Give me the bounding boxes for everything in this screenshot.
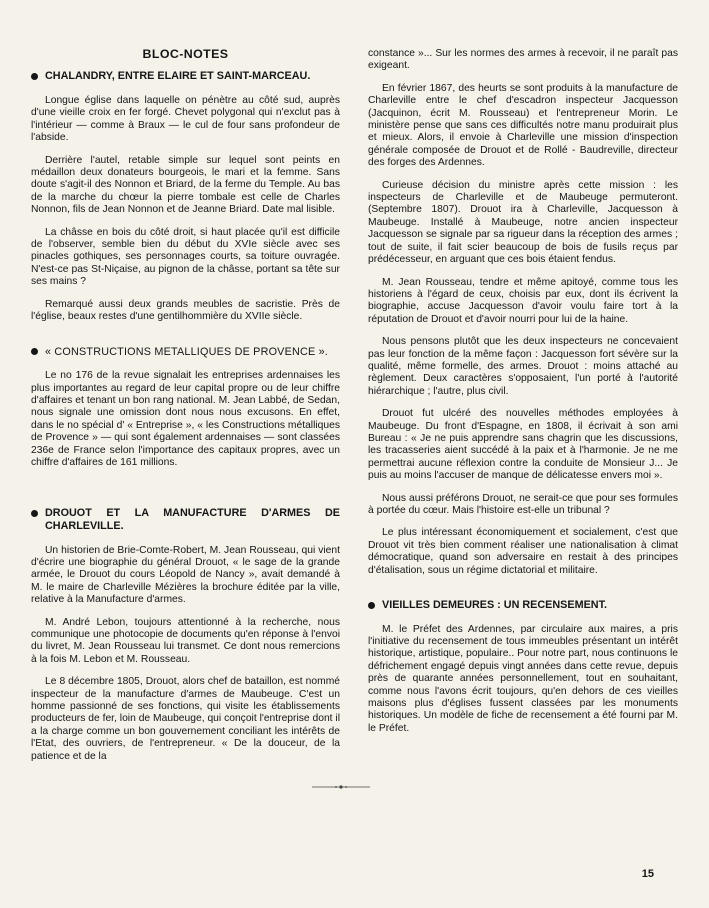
section-heading-chalandry: CHALANDRY, ENTRE ELAIRE ET SAINT-MARCEAU.	[31, 70, 340, 83]
paragraph: Nous aussi préférons Drouot, ne serait-ce que pour ses formules à portée du cœur. Mais l'histoire est-elle un tribunal ?	[368, 492, 678, 516]
right-column	[368, 48, 678, 745]
paragraph: Nous pensons plutôt que les deux inspecteurs ne concevaient pas leur fonction de la même façon : Jacquesson fort sévère sur la qualité, même formelle, des armes. Drouot : moins attaché au règlement. Deux caractères s'opposaient, l'un porté à l'autorité hiérarchique ; l'autre, plus civil.	[368, 336, 678, 397]
paragraph: M. André Lebon, toujours attentionné à la recherche, nous communique une photocopie de documents qu'en réponse à l'envoi du livret, M. Jean Rousseau lui transmet. Ce dont nous remercions à la fois M. Lebon et M. Rousseau.	[31, 616, 340, 665]
paragraph: La châsse en bois du côté droit, si haut placée qu'il est difficile de l'observer, semble bien du début du XVIe siècle avec ses pinacles gothiques, ses personnages courts, sa toiture ouvragée. N'est-ce pas St-Niçaise, au pignon de la châsse, portant sa tête sur ses mains ?	[31, 226, 340, 288]
paragraph: Drouot fut ulcéré des nouvelles méthodes employées à Maubeuge. Du front d'Espagne, en 1808, il écrivait à son ami Bureau : « Je ne puis apprendre sans chagrin que les discussions, les tracasseries aient succédé à la paix et à l'harmonie. Je ne me permettrai aucune réflexion contre la conduite de Monsieur J... Je puis au moins l'accuser de manque de délicatesse envers moi ».	[368, 408, 678, 482]
page-number: 15	[641, 868, 654, 880]
paragraph: Curieuse décision du ministre après cette mission : les inspecteurs de Charleville et de Maubeuge permuteront. (Septembre 1807). Drouot ira à Charleville, Jacquesson à Maubeuge. Installé à Maubeuge, notre ancien inspecteur Jacquesson se signale par sa rigueur dans la réception des armes ; tout de suite, il fait scier beaucoup de bois de fusils reçus par prédécesseur, en arguant que ces bois étaient fendus.	[368, 179, 678, 266]
paragraph: Le 8 décembre 1805, Drouot, alors chef de bataillon, est nommé inspecteur de la manufacture d'armes de Maubeuge. C'est un homme passionné de ses fonctions, qui visite les établissements producteurs de fer, loin de Maubeuge, qui conçoit l'entreprise dont il a la charge comme un bon gouvernement conciliant les intérêts de l'Etat, des ouvriers, de l'entrepreneur. « De la douceur, de la patience et de la	[31, 676, 340, 762]
paragraph: Remarqué aussi deux grands meubles de sacristie. Près de l'église, beaux restes d'une gentilhommière du XVIIe siècle.	[31, 298, 340, 323]
ornament-divider	[312, 784, 370, 790]
paragraph: En février 1867, des heurts se sont produits à la manufacture de Charleville entre le chef d'escadron inspecteur Jacquesson (Jacquinon, écrit M. Rousseau) et l'entrepreneur Morin. Le ministère pense que sans ces difficultés notre manu produirait plus et mieux. Alors, il envoie à Charleville une mission d'inspection générale composée de Drouot et de Rollé - Baudreville, directeur des forges des Ardennes.	[368, 82, 678, 169]
paragraph: Un historien de Brie-Comte-Robert, M. Jean Rousseau, qui vient d'écrire une biographie du général Drouot, « le sage de la grande armée, le Drouot du cours Léopold de Nancy », avait demandé à M. le maire de Charleville Mézières la brochure éditée par la ville, relative à la Manufacture d'armes.	[31, 544, 340, 606]
bullet-icon	[31, 348, 38, 355]
paragraph: Le no 176 de la revue signalait les entreprises ardennaises les plus importantes au regard de leur capital propre ou de leur chiffre d'affaires et tenant un bon rang national. M. Jean Labbé, de Sedan, nous signale une omission dont nous nous excusons. En effet, dans le no spécial d' « Entreprise », « les Constructions métalliques de Provence » — qui sont également ardennaises — sont classées 236e de France selon l'importance des capitaux propres, avec un chiffre d'affaires de 161 millions.	[31, 370, 340, 468]
paragraph: Longue église dans laquelle on pénètre au côté sud, auprès d'une vieille croix en fer forgé. Chevet polygonal qui n'exclut pas à l'intérieur — comme à Braux — le cul de four sans profondeur de l'abside.	[31, 95, 340, 144]
section-heading-drouot: DROUOT ET LA MANUFACTURE D'ARMES DE CHARLEVILLE.	[31, 507, 340, 532]
left-column	[31, 48, 340, 773]
paragraph: M. Jean Rousseau, tendre et même apitoyé, comme tous les historiens à l'égard de ceux, choisis par eux, dont ils écrivent la biographie, accuse Jacquesson d'avoir voulu faire tort à la réputation de Drouot et d'avoir nourri pour lui de la haine.	[368, 276, 678, 325]
bullet-icon	[368, 602, 375, 609]
page-title: BLOC-NOTES	[142, 47, 229, 61]
paragraph: Derrière l'autel, retable simple sur lequel sont peints en médaillon deux donateurs bourgeois, le mari et la femme. Sans doute s'agit-il des Nonnon et Briard, de la ferme du Temple. Au bas de la marche du chœur la pierre tombale est celle de Charles Nonnon, fils de Jean Nonnon et de Jeanne Briard. Date mal lisible.	[31, 154, 340, 216]
paragraph: Le plus intéressant économiquement et socialement, c'est que Drouot vit très bien comment réaliser une nationalisation à climat démocratique, quand son adversaire en restait à des principes d'étalisation, sous un régime dictatorial et militaire.	[368, 527, 678, 576]
bullet-icon	[31, 510, 38, 517]
paragraph: constance »... Sur les normes des armes à recevoir, il ne paraît pas exigeant.	[368, 48, 678, 72]
bullet-icon	[31, 73, 38, 80]
section-heading-constructions: « CONSTRUCTIONS METALLIQUES DE PROVENCE ».	[31, 346, 340, 359]
paragraph: M. le Préfet des Ardennes, par circulaire aux maires, a pris l'initiative du recensement de tous immeubles présentant un intérêt historique, artistique, populaire.. Pour notre part, nous continuons le défrichement engagé depuis vingt années dans cette revue, depuis près de quarante années personnellement, tout en souhaitant, comme nous l'avons écrit toujours, qu'en dehors de ces vieilles maisons plus d'églises fussent classées par les monuments historiques. Un modèle de fiche de recensement a été fourni par M. le Préfet.	[368, 623, 678, 734]
section-heading-vieilles-demeures: VIEILLES DEMEURES : UN RECENSEMENT.	[368, 599, 678, 612]
